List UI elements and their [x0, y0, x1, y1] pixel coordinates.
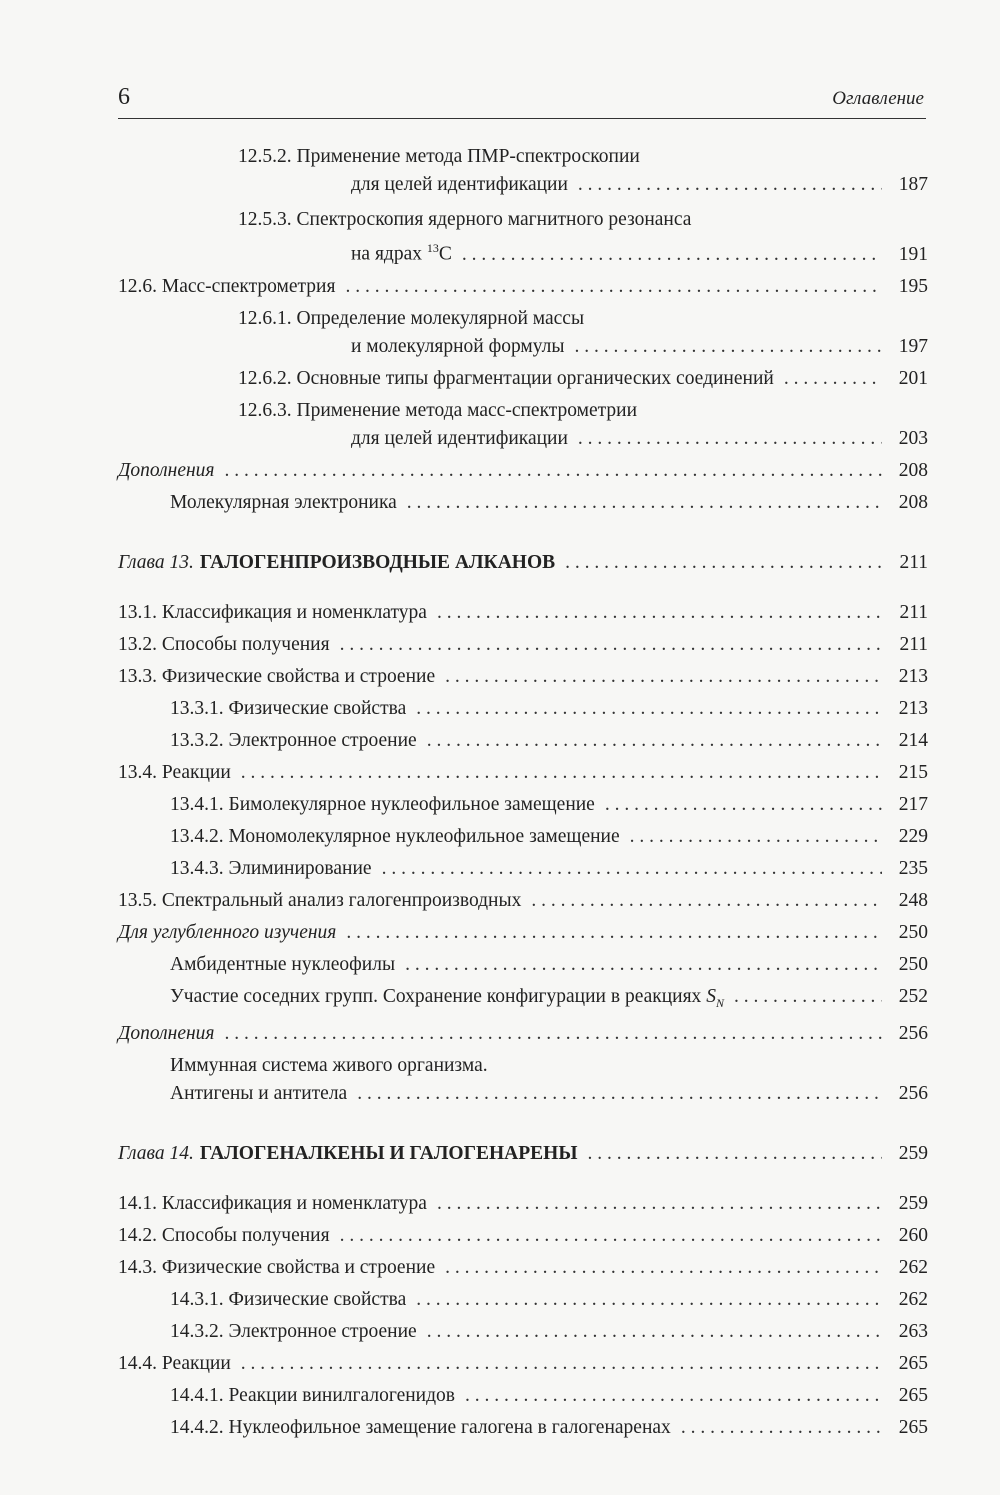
toc-title-cont: для целей идентификации: [351, 427, 568, 449]
chapter-heading: [118, 1140, 928, 1168]
toc-number: 12.6.: [118, 275, 157, 297]
toc-number: 14.4.: [118, 1353, 157, 1375]
toc-page: 229: [898, 825, 928, 847]
leader-dots: [578, 425, 882, 453]
toc-number: 13.4.: [118, 761, 157, 783]
toc-title: Реакции: [161, 761, 231, 783]
toc-page: 235: [898, 857, 928, 879]
toc-number: 13.4.3.: [170, 857, 224, 879]
toc-page: 211: [899, 551, 928, 573]
toc-number: 13.4.1.: [170, 793, 224, 815]
toc-number: 12.5.2.: [238, 146, 292, 167]
toc-page: 208: [898, 459, 928, 481]
leader-dots: [225, 1020, 883, 1048]
toc-entry: [118, 1350, 928, 1378]
leader-dots: [531, 887, 882, 915]
leader-dots: [241, 1350, 882, 1378]
toc-number: 13.3.2.: [170, 729, 224, 751]
leader-dots: [445, 1254, 882, 1282]
toc-page: 217: [898, 793, 928, 815]
leader-dots: [427, 1318, 882, 1346]
toc-number: 14.4.2.: [170, 1417, 224, 1439]
toc-number: 14.1.: [118, 1193, 157, 1215]
toc-number: 13.4.2.: [170, 825, 224, 847]
leader-dots: [241, 759, 882, 787]
toc-title: Физические свойства и строение: [161, 665, 436, 687]
toc-number: 14.3.2.: [170, 1321, 224, 1343]
toc-entry: [118, 1190, 928, 1218]
toc-page: 248: [898, 889, 928, 911]
leader-dots: [605, 791, 882, 819]
toc-number: 12.5.3.: [238, 209, 292, 230]
toc-page: 259: [898, 1193, 928, 1215]
toc-title: Нуклеофильное замещение галогена в галогенаренах: [228, 1417, 671, 1439]
toc-page: 211: [899, 601, 928, 623]
toc-page: 195: [898, 275, 928, 297]
table-of-contents: [118, 143, 928, 1446]
toc-entry: [118, 273, 928, 301]
toc-title: Физические свойства и строение: [161, 1257, 436, 1279]
toc-title: Бимолекулярное нуклеофильное замещение: [228, 793, 595, 815]
toc-title-cont: Антигены и антитела: [170, 1083, 348, 1105]
toc-page: 214: [898, 729, 928, 751]
toc-entry: [118, 791, 928, 819]
toc-title: Мономолекулярное нуклеофильное замещение: [228, 825, 620, 847]
toc-page: 265: [898, 1353, 928, 1375]
leader-dots: [407, 489, 882, 517]
toc-entry: [118, 206, 928, 269]
toc-title: Спектральный анализ галогенпроизводных: [161, 889, 522, 911]
toc-title: Физические свойства: [228, 697, 407, 719]
toc-page: 259: [898, 1143, 928, 1165]
page-header: [118, 84, 926, 119]
toc-page: 263: [898, 1321, 928, 1343]
leader-dots: [734, 983, 882, 1011]
toc-number: 14.3.1.: [170, 1289, 224, 1311]
toc-title-cont: для целей идентификации: [351, 174, 568, 195]
toc-entry: [118, 1382, 928, 1410]
toc-entry: [118, 1318, 928, 1346]
toc-entry: [118, 365, 928, 393]
toc-entry: [118, 1414, 928, 1442]
chapter-title: ГАЛОГЕНПРОИЗВОДНЫЕ АЛКАНОВ: [199, 551, 556, 573]
leader-dots: [465, 1382, 882, 1410]
toc-title: Основные типы фрагментации органических соединений: [296, 367, 774, 389]
leader-dots: [382, 855, 882, 883]
leader-dots: [587, 1140, 882, 1168]
toc-title: Электронное строение: [228, 1321, 417, 1343]
chapter-title: ГАЛОГЕНАЛКЕНЫ И ГАЛОГЕНАРЕНЫ: [199, 1143, 578, 1165]
toc-page: 252: [898, 985, 928, 1007]
chapter-label: Глава 13.: [118, 551, 194, 573]
chapter-heading: [118, 549, 928, 577]
toc-entry: [118, 759, 928, 787]
leader-dots: [578, 171, 882, 199]
toc-entry: [118, 663, 928, 691]
toc-number: 13.5.: [118, 889, 157, 911]
toc-entry: [118, 727, 928, 755]
toc-page: 197: [898, 335, 928, 357]
toc-entry: [118, 983, 928, 1017]
toc-title: Классификация и номенклатура: [161, 601, 427, 623]
toc-title: Применение метода ПМР-спектроскопии: [296, 146, 640, 167]
toc-title: Иммунная система живого организма.: [170, 1055, 488, 1077]
toc-number: 14.2.: [118, 1225, 157, 1247]
toc-title: Для углубленного изучения: [118, 921, 337, 943]
sn-symbol: $S_N$: [706, 985, 724, 1010]
leader-dots: [405, 951, 882, 979]
toc-title: Определение молекулярной массы: [296, 307, 585, 329]
toc-page: 256: [898, 1083, 928, 1105]
leader-dots: [681, 1414, 882, 1442]
toc-title: Классификация и номенклатура: [161, 1193, 427, 1215]
toc-entry: [118, 1286, 928, 1314]
toc-page: 250: [898, 953, 928, 975]
toc-entry: [118, 887, 928, 915]
toc-entry: [118, 1254, 928, 1282]
toc-entry: [118, 919, 928, 947]
toc-title: Способы получения: [161, 633, 330, 655]
toc-number: 13.3.1.: [170, 697, 224, 719]
toc-page: 250: [898, 921, 928, 943]
leader-dots: [565, 549, 882, 577]
toc-entry: [118, 1222, 928, 1250]
toc-page: 213: [898, 697, 928, 719]
toc-title: Амбидентные нуклеофилы: [170, 953, 396, 975]
toc-title: Элиминирование: [228, 857, 372, 879]
toc-page: 213: [898, 665, 928, 687]
toc-title-cont: на ядрах $^{13}$C: [351, 241, 452, 265]
leader-dots: [345, 273, 882, 301]
toc-number: 14.3.: [118, 1257, 157, 1279]
toc-entry: [118, 855, 928, 883]
leader-dots: [416, 695, 882, 723]
toc-page: 265: [898, 1385, 928, 1407]
toc-number: 13.1.: [118, 601, 157, 623]
toc-number: 13.3.: [118, 665, 157, 687]
toc-page: 262: [898, 1289, 928, 1311]
toc-title: Применение метода масс-спектрометрии: [296, 399, 638, 421]
toc-entry: [118, 1052, 928, 1108]
leader-dots: [340, 631, 882, 659]
toc-title: Дополнения: [118, 1023, 215, 1045]
toc-page: 265: [898, 1417, 928, 1439]
toc-page: 208: [898, 491, 928, 513]
toc-page: 191: [898, 243, 928, 265]
toc-entry: [118, 397, 928, 453]
toc-page: 215: [898, 761, 928, 783]
leader-dots: [437, 1190, 882, 1218]
toc-page: 203: [898, 427, 928, 449]
toc-title: Участие соседних групп. Сохранение конфигурации в реакциях $S_N$: [170, 985, 724, 1010]
toc-page: 262: [898, 1257, 928, 1279]
toc-title: Масс-спектрометрия: [161, 275, 336, 297]
toc-page: 256: [898, 1023, 928, 1045]
running-title: Оглавление: [832, 88, 924, 109]
toc-entry: [118, 143, 928, 199]
toc-number: 12.6.2.: [238, 367, 292, 389]
toc-title: Реакции: [161, 1353, 231, 1375]
leader-dots: [574, 333, 882, 361]
toc-title-cont: и молекулярной формулы: [351, 335, 565, 357]
toc-page: 201: [898, 367, 928, 389]
leader-dots: [416, 1286, 882, 1314]
toc-entry: [118, 823, 928, 851]
toc-entry: [118, 305, 928, 361]
leader-dots: [346, 919, 882, 947]
page-number: 6: [118, 84, 130, 110]
leader-dots: [225, 457, 883, 485]
toc-title: Молекулярная электроника: [170, 491, 397, 513]
toc-entry: [118, 951, 928, 979]
toc-title: Способы получения: [161, 1225, 330, 1247]
toc-title: Дополнения: [118, 459, 215, 481]
toc-entry: [118, 695, 928, 723]
toc-entry: [118, 599, 928, 627]
leader-dots: [784, 365, 882, 393]
toc-page: 187: [898, 174, 928, 195]
toc-title: Реакции винилгалогенидов: [228, 1385, 455, 1407]
toc-title: Электронное строение: [228, 729, 417, 751]
toc-number: 12.6.3.: [238, 399, 292, 421]
toc-entry: [118, 631, 928, 659]
toc-number: 12.6.1.: [238, 307, 292, 329]
toc-number: 14.4.1.: [170, 1385, 224, 1407]
toc-title: Спектроскопия ядерного магнитного резонанса: [296, 209, 692, 230]
chapter-label: Глава 14.: [118, 1143, 194, 1165]
leader-dots: [630, 823, 882, 851]
leader-dots: [357, 1080, 882, 1108]
leader-dots: [437, 599, 882, 627]
leader-dots: [462, 241, 882, 269]
toc-entry: [118, 457, 928, 485]
toc-page: 260: [898, 1225, 928, 1247]
toc-title: Физические свойства: [228, 1289, 407, 1311]
toc-number: 13.2.: [118, 633, 157, 655]
leader-dots: [445, 663, 882, 691]
toc-entry: [118, 489, 928, 517]
leader-dots: [340, 1222, 882, 1250]
toc-page: 211: [899, 633, 928, 655]
leader-dots: [427, 727, 882, 755]
toc-entry: [118, 1020, 928, 1048]
